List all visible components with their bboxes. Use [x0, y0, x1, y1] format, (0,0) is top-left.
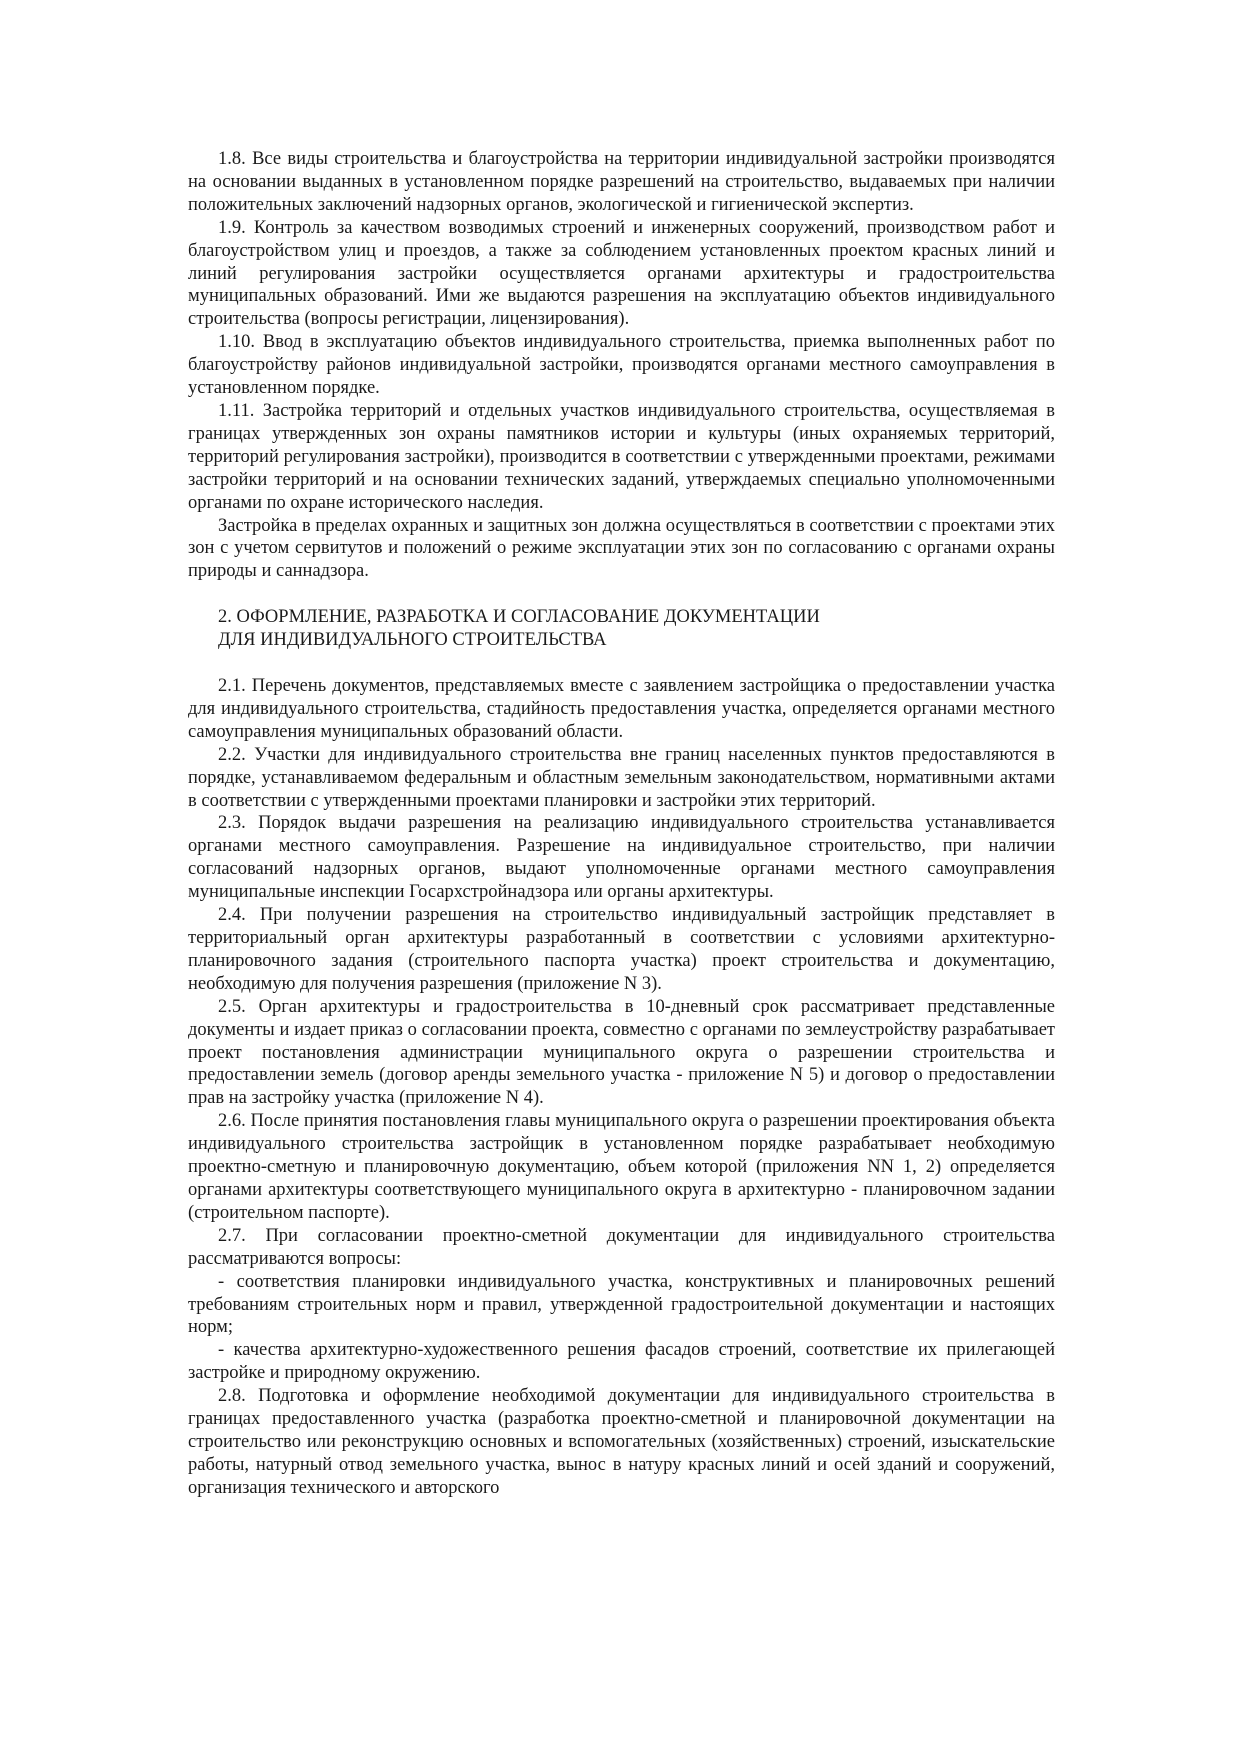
paragraph-2-8: 2.8. Подготовка и оформление необходимой документации для индивидуального строительства в границах предоставленного участка (разработка проектно-сметной и планировочной документации на строительство или реконструкцию основных и вспомогательных (хозяйственных) строений, изыскательские работы, натурный отвод земельного участка, вынос в натуру красных линий и осей зданий и сооружений, организация технического и авторского — [188, 1386, 1055, 1498]
paragraph-protected-zones: Застройка в пределах охранных и защитных зон должна осуществляться в соответствии с проектами этих зон с учетом сервитутов и положений о режиме эксплуатации этих зон по согласованию с органами охраны природы и саннадзора. — [188, 515, 1055, 582]
paragraph-1-11: 1.11. Застройка территорий и отдельных участков индивидуального строительства, осуществляемая в границах утвержденных зон охраны памятников истории и культуры (иных охраняемых территорий, территорий регулирования застройки), производится в соответствии с утвержденными проектами, режимами застройки территорий и на основании технических заданий, утверждаемых специально уполномоченными органами по охране исторического наследия. — [188, 400, 1055, 513]
paragraph-1-8: 1.8. Все виды строительства и благоустройства на территории индивидуальной застройки производятся на основании выданных в установленном порядке разрешений на строительство, выдаваемых при наличии положительных заключений надзорных органов, экологической и гигиенической экспертиз. — [188, 149, 1055, 215]
paragraph-2-2: 2.2. Участки для индивидуального строительства вне границ населенных пунктов предоставляются в порядке, устанавливаемом федеральным и областным земельным законодательством, нормативными актами в соответствии с утвержденными проектами планировки и застройки этих территорий. — [188, 744, 1055, 811]
section-2-heading — [188, 606, 1055, 652]
paragraph-2-4: 2.4. При получении разрешения на строительство индивидуальный застройщик представляет в территориальный орган архитектуры разработанный в соответствии с условиями архитектурно-планировочного задания (строительного паспорта участка) проект строительства и документацию, необходимую для получения разрешения (приложение N 3). — [188, 905, 1055, 994]
paragraph-2-3: 2.3. Порядок выдачи разрешения на реализацию индивидуального строительства устанавливается органами местного самоуправления. Разрешение на индивидуальное строительство, при наличии согласований надзорных органов, выдают уполномоченные органами местного самоуправления муниципальные инспекции Госархстройнадзора или органы архитектуры. — [188, 813, 1055, 903]
paragraph-2-7-item-1: - соответствия планировки индивидуального участка, конструктивных и планировочных решений требованиям строительных норм и правил, утвержденной градостроительной документации и настоящих норм; — [188, 1271, 1055, 1338]
section-heading-line-1: 2. ОФОРМЛЕНИЕ, РАЗРАБОТКА И СОГЛАСОВАНИЕ ДОКУМЕНТАЦИИ — [218, 607, 820, 628]
paragraph-2-7: 2.7. При согласовании проектно-сметной документации для индивидуального строительства рассматриваются вопросы: — [188, 1225, 1055, 1269]
section-heading-line-2: ДЛЯ ИНДИВИДУАЛЬНОГО СТРОИТЕЛЬСТВА — [218, 630, 607, 651]
paragraph-1-10: 1.10. Ввод в эксплуатацию объектов индивидуального строительства, приемка выполненных работ по благоустройству районов индивидуальной застройки, производятся органами местного самоуправления в установленном порядке. — [188, 332, 1055, 399]
paragraph-2-6: 2.6. После принятия постановления главы муниципального округа о разрешении проектирования объекта индивидуального строительства застройщик в установленном порядке разрабатывает необходимую проектно-сметную и планировочную документацию, объем которой (приложения NN 1, 2) определяется органами архитектуры соответствующего муниципального округа в архитектурно - планировочном задании (строительном паспорте). — [188, 1111, 1055, 1223]
paragraph-2-5: 2.5. Орган архитектуры и градостроительства в 10-дневный срок рассматривает представленные документы и издает приказ о согласовании проекта, совместно с органами по землеустройству разрабатывает проект постановления администрации муниципального округа о разрешении строительства и предоставлении земель (договор аренды земельного участка - приложение N 5) и договор о предоставлении прав на застройку участка (приложение N 4). — [188, 996, 1055, 1109]
paragraph-1-9: 1.9. Контроль за качеством возводимых строений и инженерных сооружений, производством работ и благоустройством улиц и проездов, а также за соблюдением установленных проектом красных линий и линий регулирования застройки осуществляется органами архитектуры и градостроительства муниципальных образований. Ими же выдаются разрешения на эксплуатацию объектов индивидуального строительства (вопросы регистрации, лицензирования). — [188, 217, 1055, 330]
paragraph-2-1: 2.1. Перечень документов, представляемых вместе с заявлением застройщика о предоставлении участка для индивидуального строительства, стадийность предоставления участка, определяется органами местного самоуправления муниципальных образований области. — [188, 676, 1055, 742]
paragraph-2-7-item-2: - качества архитектурно-художественного решения фасадов строений, соответствие их прилегающей застройке и природному окружению. — [188, 1340, 1055, 1384]
document-page — [188, 148, 1055, 1500]
